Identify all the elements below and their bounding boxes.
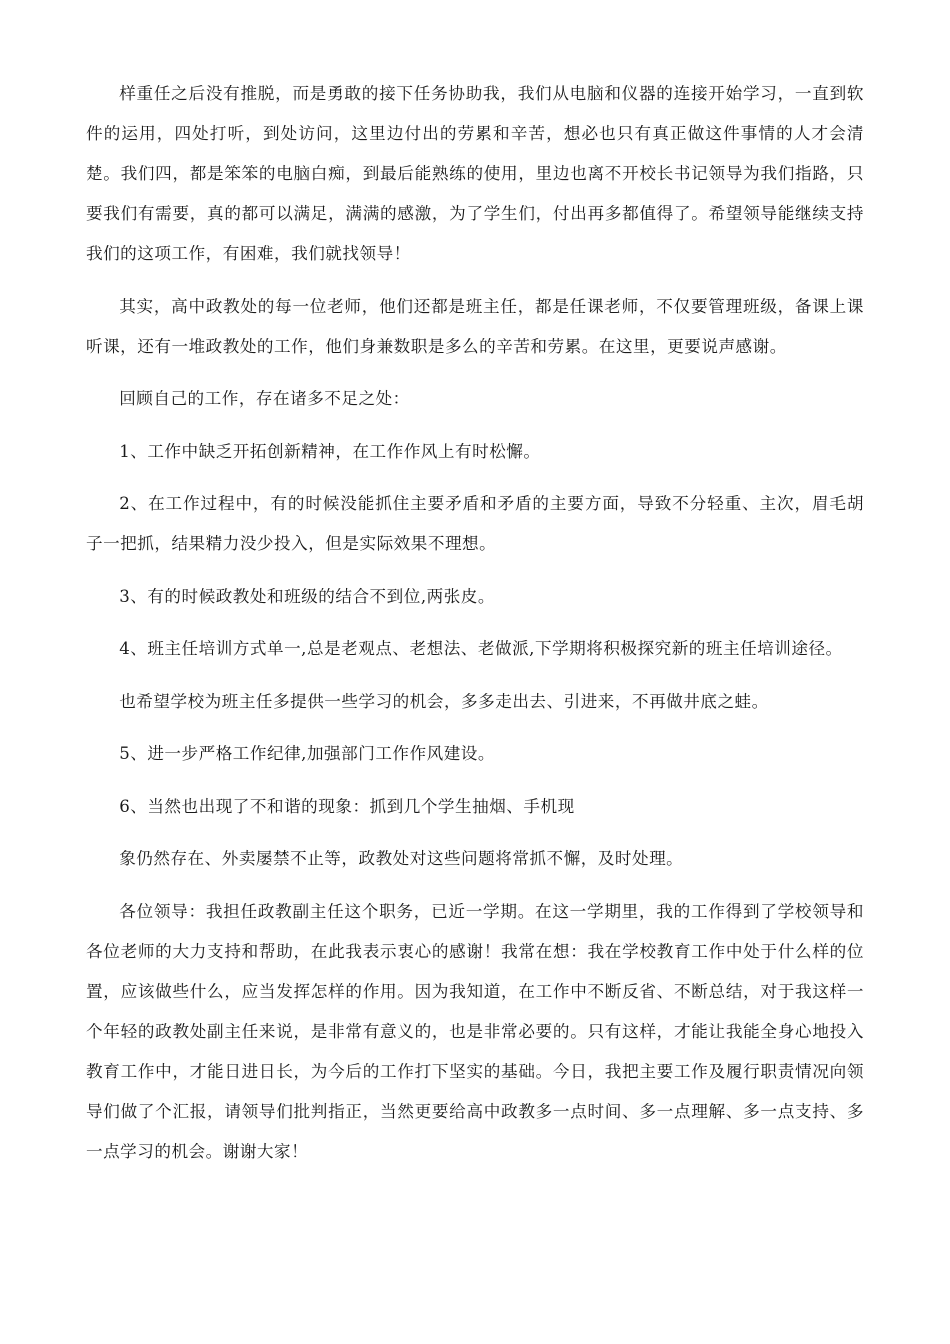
list-item-shortcoming-5: 5、进一步严格工作纪律,加强部门工作作风建设。 — [119, 744, 495, 763]
paragraph-thanks-software: 样重任之后没有推脱，而是勇敢的接下任务协助我，我们从电脑和仪器的连接开始学习，一直到软件的运用，四处打听，到处访问，这里边付出的劳累和辛苦，想必也只有真正做这件事情的人才会清楚。我们四，都是笨笨的电脑白痴，到最后能熟练的使用，里边也离不开校长书记领导为我们指路，只要我们有需要，真的都可以满足，满满的感激，为了学生们，付出再多都值得了。希望领导能继续支持我们的这项工作，有困难，我们就找领导！ — [86, 84, 864, 263]
list-item-shortcoming-4: 4、班主任培训方式单一,总是老观点、老想法、老做派,下学期将积极探究新的班主任培训途径。 — [119, 639, 843, 658]
list-item-shortcoming-2: 2、在工作过程中，有的时候没能抓住主要矛盾和矛盾的主要方面，导致不分轻重、主次，眉毛胡子一把抓，结果精力没少投入，但是实际效果不理想。 — [86, 494, 864, 553]
list-item-shortcoming-3: 3、有的时候政教处和班级的结合不到位,两张皮。 — [119, 586, 495, 606]
paragraph-thanks-teachers: 其实，高中政教处的每一位老师，他们还都是班主任，都是任课老师，不仅要管理班级，备课上课听课，还有一堆政教处的工作，他们身兼数职是多么的辛苦和劳累。在这里，更要说声感谢。 — [86, 296, 864, 356]
list-item-shortcoming-1: 1、工作中缺乏开拓创新精神，在工作作风上有时松懈。 — [119, 441, 541, 461]
document-body — [86, 74, 864, 1184]
paragraph-school-request: 也希望学校为班主任多提供一些学习的机会，多多走出去、引进来，不再做井底之蛙。 — [119, 691, 769, 711]
list-item-shortcoming-6: 6、当然也出现了不和谐的现象：抓到几个学生抽烟、手机现 — [119, 796, 575, 816]
paragraph-closing-remarks: 各位领导：我担任政教副主任这个职务，已近一学期。在这一学期里，我的工作得到了学校领导和各位老师的大力支持和帮助，在此我表示衷心的感谢！我常在想：我在学校教育工作中处于什么样的位置，应该做些什么，应当发挥怎样的作用。因为我知道，在工作中不断反省、不断总结，对于我这样一个年轻的政教处副主任来说，是非常有意义的，也是非常必要的。只有这样，才能让我能全身心地投入教育工作中，才能日进日长，为今后的工作打下坚实的基础。今日，我把主要工作及履行职责情况向领导们做了个汇报，请领导们批判指正，当然更要给高中政教多一点时间、多一点理解、多一点支持、多一点学习的机会。谢谢大家！ — [86, 901, 864, 1161]
paragraph-shortcomings-intro: 回顾自己的工作，存在诸多不足之处： — [119, 389, 410, 408]
paragraph-shortcoming-6-continued: 象仍然存在、外卖屡禁不止等，政教处对这些问题将常抓不懈，及时处理。 — [119, 849, 684, 868]
